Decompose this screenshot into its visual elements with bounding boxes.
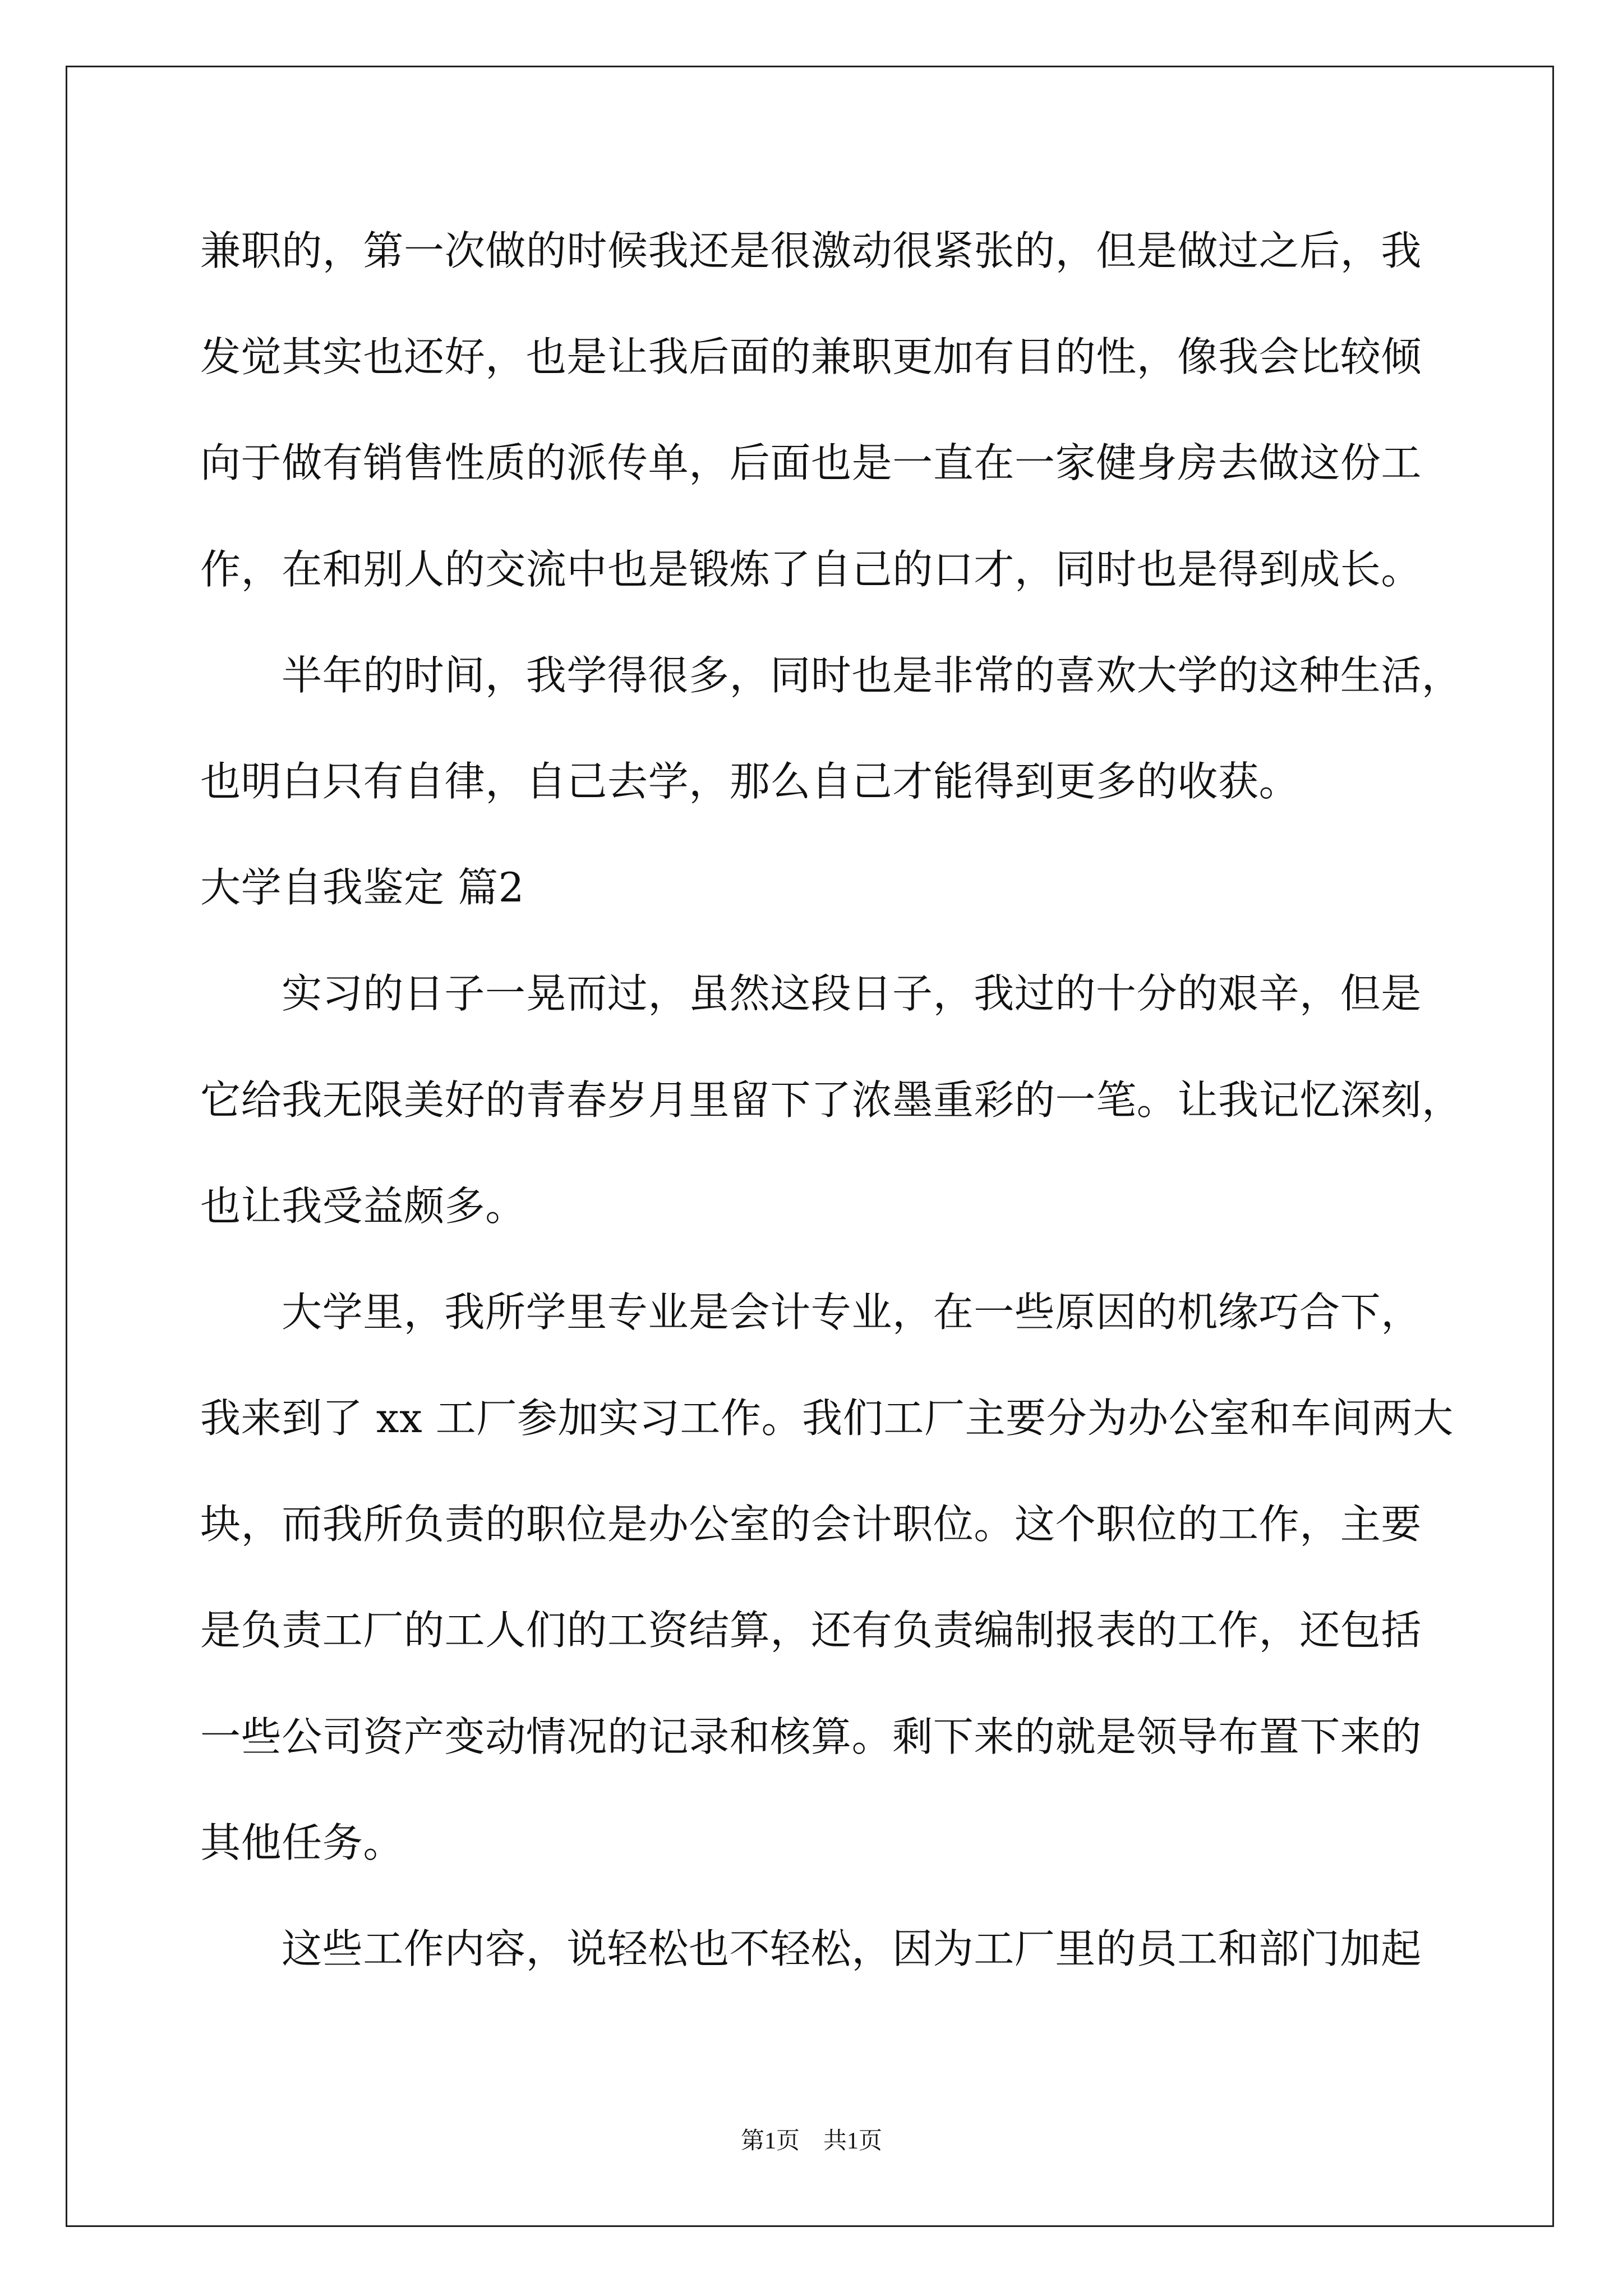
text-line: 也明白只有自律，自己去学，那么自己才能得到更多的收获。 [200, 757, 1300, 805]
paragraph-start-line: 大学里，我所学里专业是会计专业，在一些原因的机缘巧合下， [282, 1288, 1422, 1336]
paragraph-start-line: 这些工作内容，说轻松也不轻松，因为工厂里的员工和部门加起 [282, 1925, 1422, 1972]
text-line: 向于做有销售性质的派传单，后面也是一直在一家健身房去做这份工 [200, 439, 1422, 487]
text-line: 是负责工厂的工人们的工资结算，还有负责编制报表的工作，还包括 [200, 1607, 1422, 1654]
page-footer: 第1页 共1页 [740, 2128, 882, 2154]
text-line: 作，在和别人的交流中也是锻炼了自己的口才，同时也是得到成长。 [200, 545, 1422, 593]
text-line: 一些公司资产变动情况的记录和核算。剩下来的就是领导布置下来的 [200, 1713, 1422, 1760]
text-line: 我来到了 xx 工厂参加实习工作。我们工厂主要分为办公室和车间两大 [200, 1395, 1454, 1442]
text-line: 块，而我所负责的职位是办公室的会计职位。这个职位的工作，主要 [200, 1501, 1422, 1548]
text-line: 发觉其实也还好，也是让我后面的兼职更加有目的性，像我会比较倾 [200, 333, 1422, 381]
text-line: 其他任务。 [200, 1819, 404, 1866]
document-body [200, 198, 1463, 2002]
paragraph-start-line: 半年的时间，我学得很多，同时也是非常的喜欢大学的这种生活， [282, 651, 1463, 699]
section-heading: 大学自我鉴定 篇2 [200, 864, 525, 912]
text-line: 它给我无限美好的青春岁月里留下了浓墨重彩的一笔。让我记忆深刻， [200, 1076, 1463, 1124]
text-line: 也让我受益颇多。 [200, 1182, 526, 1230]
paragraph-start-line: 实习的日子一晃而过，虽然这段日子，我过的十分的艰辛，但是 [282, 970, 1422, 1018]
text-line: 兼职的，第一次做的时候我还是很激动很紧张的，但是做过之后，我 [200, 227, 1422, 274]
